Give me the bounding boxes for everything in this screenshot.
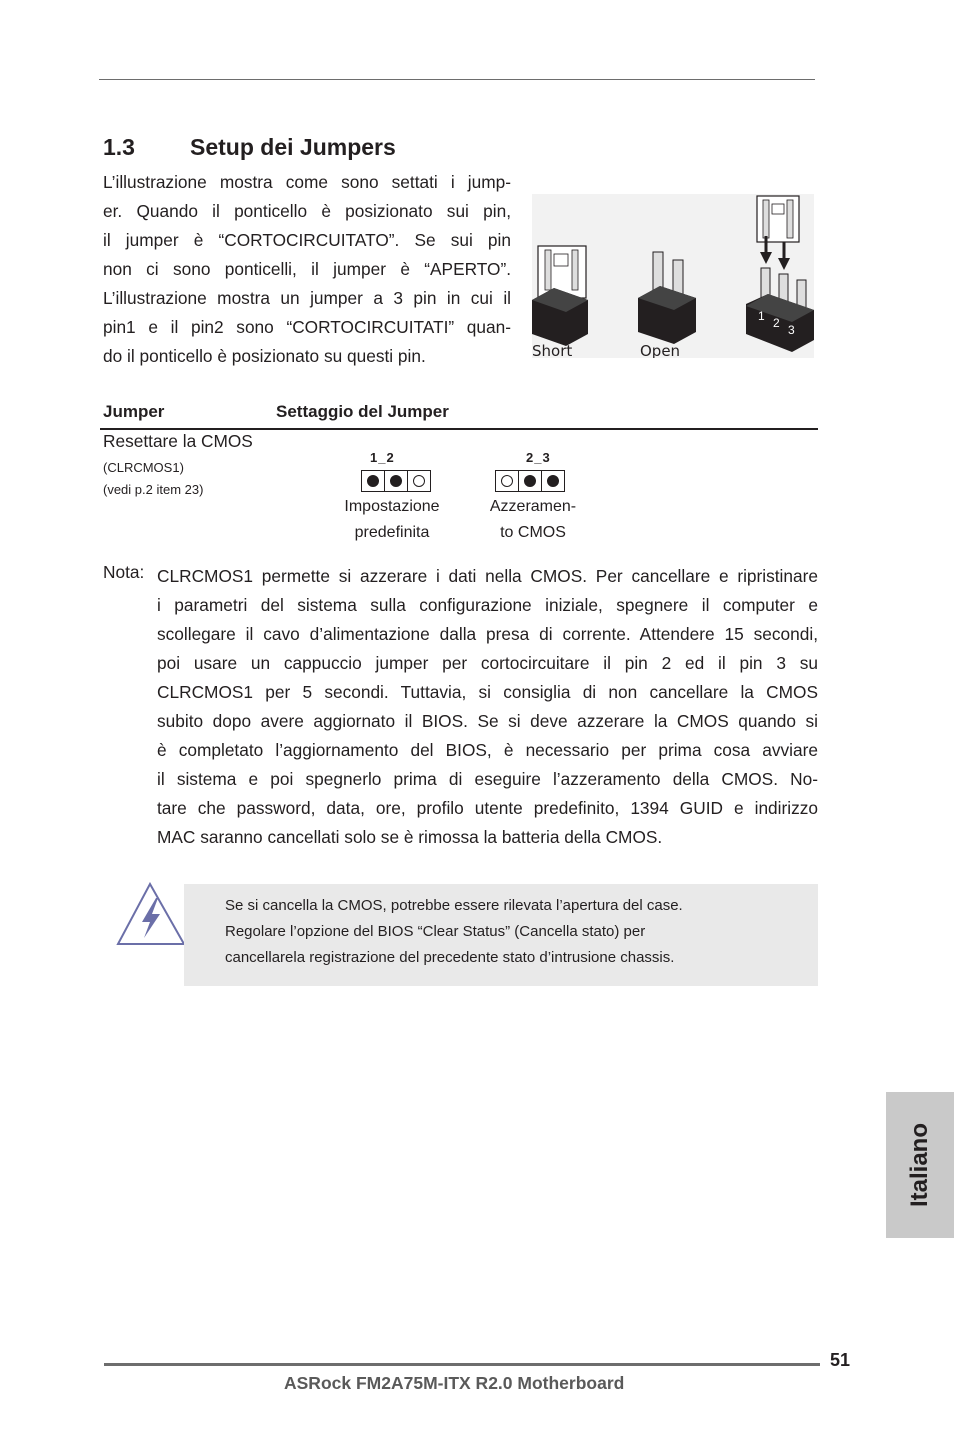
side-tab-text: Italiano [906, 1122, 934, 1208]
nota-line: CLRCMOS1 permette si azzerare i dati nella CMOS. Per cancellare e ripristinare [157, 566, 818, 586]
table-rule [100, 428, 818, 430]
jumper-2-3-diagram [495, 470, 565, 492]
nota-paragraph [157, 562, 818, 852]
option-1-2-caption [336, 494, 448, 546]
nota-line: CLRCMOS1 per 5 secondi. Tuttavia, si consiglia di non cancellare la CMOS [157, 682, 818, 702]
option-2-3-caption-line1: Azzeramen- [489, 498, 577, 515]
nota-line: scollegare il cavo d’alimentazione dalla presa di corrente. Attendere 15 secondi, [157, 624, 818, 644]
nota-line: MAC saranno cancellati solo se è rimossa la batteria della CMOS. [157, 827, 663, 847]
row-sub-clrcmos: (CLRCMOS1) [103, 460, 184, 475]
nota-line: tare che password, data, ore, profilo utente predefinito, 1394 GUID e indirizzo [157, 798, 818, 818]
pin-number-1: 1 [758, 309, 765, 323]
jumper-illustration [532, 194, 814, 358]
pin-filled [362, 471, 384, 491]
option-2-3-caption [478, 494, 588, 546]
nota-line: subito dopo avere aggiornato il BIOS. Se si deve azzerare la CMOS quando si [157, 711, 818, 731]
jumper-diagram [532, 194, 814, 358]
pin-filled [384, 471, 407, 491]
pin-filled [541, 471, 564, 491]
nota-line: poi usare un cappuccio jumper per cortocircuitare il pin 2 ed il pin 3 su [157, 653, 818, 673]
page-number: 51 [830, 1350, 851, 1370]
open-jumper [638, 252, 696, 344]
table-header-setting: Settaggio del Jumper [276, 402, 449, 421]
footer-rule [104, 1363, 820, 1366]
section-title: Setup dei Jumpers [190, 134, 396, 160]
three-pin-jumper [746, 196, 814, 352]
nota-line: è completato l’aggiornamento del BIOS, è necessario per prima cosa avviare [157, 740, 818, 760]
row-label: Resettare la CMOS [103, 431, 253, 451]
intro-line: pin1 e il pin2 sono “CORTOCIRCUITATI” quan- [103, 317, 511, 337]
intro-line: L’illustrazione mostra un jumper a 3 pin in cui il [103, 288, 511, 308]
intro-line: non ci sono ponticelli, il jumper è “APERTO”. [103, 259, 511, 279]
warning-lightning-icon [116, 882, 186, 948]
option-1-2-caption-line1: Impostazione [344, 498, 440, 515]
intro-line: L’illustrazione mostra come sono settati i jump- [103, 172, 511, 192]
short-label: Short [532, 342, 573, 358]
option-1-2-pins-label: 1_2 [370, 450, 395, 465]
table-header-jumper: Jumper [103, 402, 165, 421]
section-number: 1.3 [103, 134, 135, 160]
pin-filled [518, 471, 541, 491]
nota-line: il sistema e poi spegnerlo prima di eseguire l’azzeramento della CMOS. No- [157, 769, 818, 789]
warning-line: Se si cancella la CMOS, potrebbe essere rilevata l’apertura del case. [225, 897, 683, 914]
warning-line: cancellarela registrazione del precedente stato d’intrusione chassis. [225, 949, 675, 966]
pin-empty [407, 471, 430, 491]
nota-label: Nota: [103, 562, 145, 582]
intro-line: er. Quando il ponticello è posizionato sui pin, [103, 201, 511, 221]
intro-line: il jumper è “CORTOCIRCUITATO”. Se sui pin [103, 230, 511, 250]
option-2-3-pins-label: 2_3 [526, 450, 551, 465]
warning-text [225, 893, 683, 971]
short-jumper [532, 246, 588, 346]
intro-paragraph [103, 168, 511, 371]
language-side-tab-label [886, 1092, 954, 1238]
jumper-1-2-diagram [361, 470, 431, 492]
warning-line: Regolare l’opzione del BIOS “Clear Status” (Cancella stato) per [225, 923, 646, 940]
row-sub-ref: (vedi p.2 item 23) [103, 482, 204, 497]
open-label: Open [640, 342, 681, 358]
pin-number-2: 2 [773, 316, 780, 330]
top-rule [99, 79, 815, 80]
option-2-3-caption-line2: to CMOS [500, 524, 566, 541]
footer-text: ASRock FM2A75M-ITX R2.0 Motherboard [284, 1373, 625, 1393]
nota-line: i parametri del sistema sulla configurazione iniziale, spegnere il computer e [157, 595, 818, 615]
intro-line: do il ponticello è posizionato su questi pin. [103, 346, 426, 366]
pin-number-3: 3 [788, 323, 795, 337]
option-1-2-caption-line2: predefinita [354, 524, 430, 541]
pin-empty [496, 471, 518, 491]
